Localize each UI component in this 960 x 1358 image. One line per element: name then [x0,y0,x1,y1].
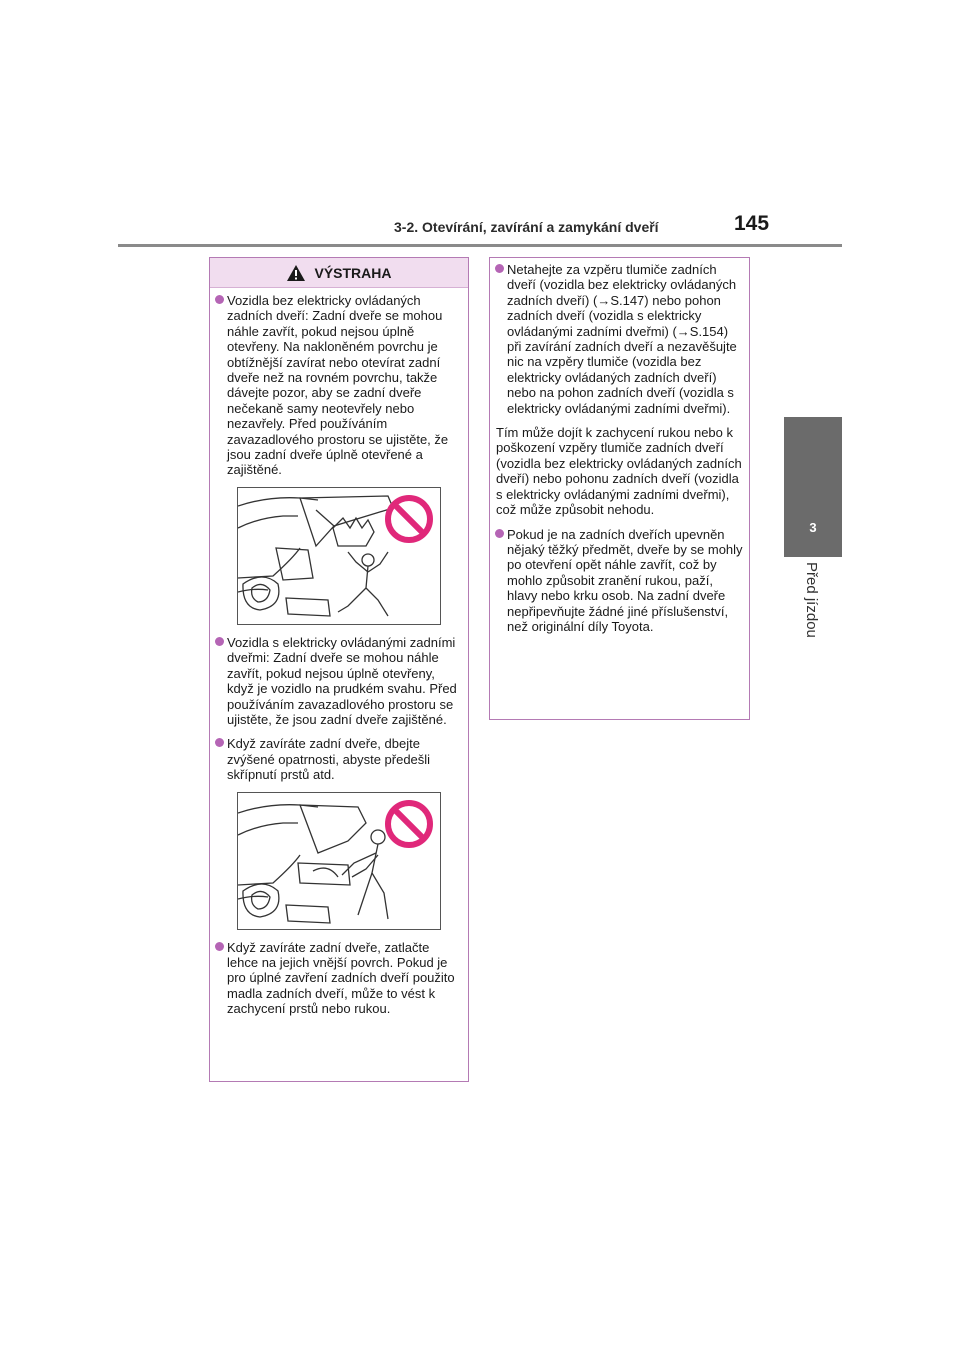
chapter-number: 3 [809,520,817,535]
page-number: 145 [734,212,770,235]
prohibition-icon [384,494,434,544]
bullet-icon [495,529,504,538]
list-item: Když zavíráte zadní dveře, dbejte zvýšené opatrnosti, abyste předešli skřípnutí prstů atd. [216,736,462,782]
warning-triangle-icon [286,264,306,282]
bullet-icon [215,942,224,951]
list-item: Vozidla s elektricky ovládanými zadními dveřmi: Zadní dveře se mohou náhle zavřít, pokud nejsou úplně otevřeny, když je vozidlo na prudkém svahu. Před používáním zavazadlového prostoru se ujistěte, že jsou zadní dveře zajištěné. [216,635,462,727]
prohibition-icon [384,799,434,849]
warning-box-left [209,257,469,1082]
illustration-closing-tailgate [237,792,441,930]
bullet-icon [495,264,504,273]
list-item: Vozidla bez elektricky ovládaných zadních dveří: Zadní dveře se mohou náhle zavřít, pokud nejsou úplně otevřeny. Na nakloněném povrchu je obtížnější zavírat nebo otevírat zadní dveře než na rovném povrchu, takže dávejte pozor, aby se zadní dveře nečekaně samy neotevřely nebo nezavřely. Před používáním zavazadlového prostoru se ujistěte, že jsou zadní dveře úplně otevřené a zajištěné. [216,293,462,478]
header-divider [118,244,842,247]
warning-box-right [489,257,750,720]
paragraph: Tím může dojít k zachycení rukou nebo k poškození vzpěry tlumiče zadních dveří (vozidla bez elektricky ovládaných zadních dveří) nebo pohonu zadních dveří (vozidla s elektricky ovládanými zadními dveřmi), což může způsobit nehodu. [496,425,742,518]
list-item: Netahejte za vzpěru tlumiče zadních dveří (vozidla bez elektricky ovládaných zadních dveří) (→S.147) nebo pohon zadních dveří (vozidla s elektricky ovládanými zadními dveřmi) (→S.154) při zavírání zadních dveří a nezavěšujte nic na vzpěry tlumiče (vozidla bez elektricky ovládaných zadních dveří) nebo na pohon zadních dveří (vozidla s elektricky ovládanými zadními dveřmi). [496,262,743,416]
chapter-tab [784,417,842,557]
bullet-icon [215,637,224,646]
list-item: Když zavíráte zadní dveře, zatlačte lehce na jejich vnější povrch. Pokud je pro úplné zavření zadních dveří použito madla zadních dveří, může to vést k zachycení prstů nebo rukou. [216,940,462,1017]
bullet-icon [215,295,224,304]
warning-header [210,258,468,288]
chapter-label: Před jízdou [803,562,820,638]
section-title: 3-2. Otevírání, zavírání a zamykání dveří [394,219,659,235]
illustration-manual-tailgate [237,487,441,625]
list-item: Pokud je na zadních dveřích upevněn nějaký těžký předmět, dveře by se mohly po otevření opět náhle zavřít, což by mohlo způsobit zranění rukou, paží, hlavy nebo krku osob. Na zadní dveře nepřipevňujte žádné jiné příslušenství, než originální díly Toyota. [496,527,743,635]
warning-title: VÝSTRAHA [314,264,392,281]
bullet-icon [215,738,224,747]
